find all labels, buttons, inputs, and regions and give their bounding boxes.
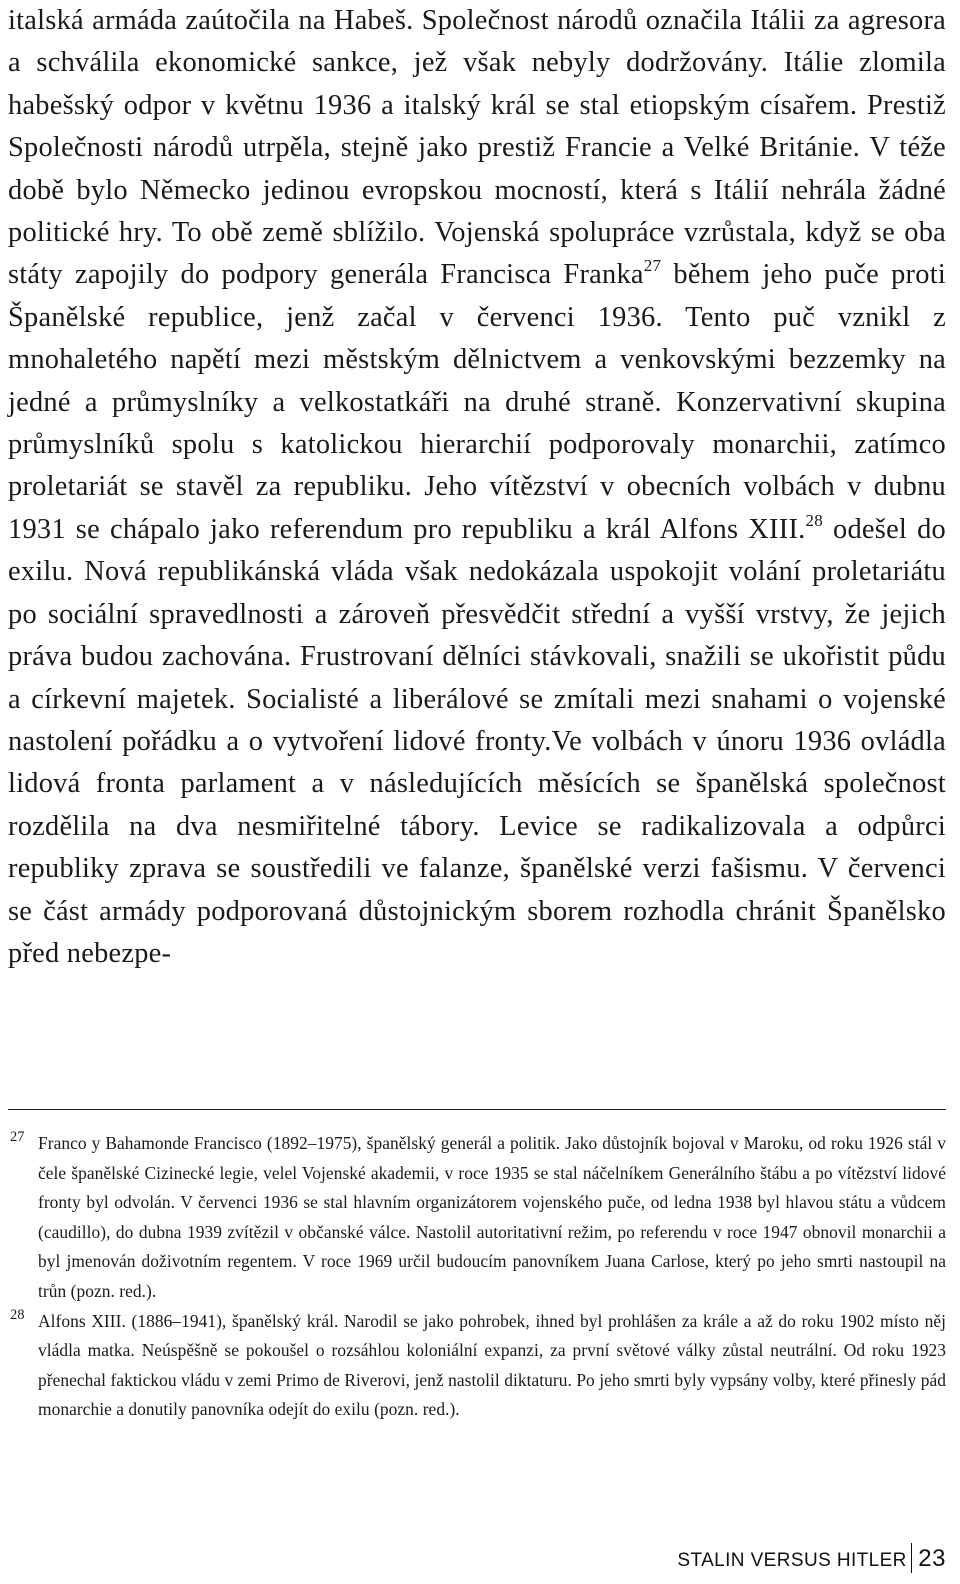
running-footer xyxy=(677,1543,946,1573)
main-text xyxy=(8,0,946,975)
body-text-part-3: odešel do exilu. Nová republikánská vláda však nedokázala uspokojit volání proletariátu po sociální spravedlnosti a zároveň přesvědčit střední a vyšší vrstvy, že jejich práva budou zachována. Frustrovaní dělníci stávkovali, snažili se ukořistit půdu a církevní majetek. Socialisté a liberálové se zmítali mezi snahami o vojenské nastolení pořádku a o vytvoření lidové fronty.Ve volbách v únoru 1936 ovládla lidová fronta parlament a v následujících měsících se španělská společnost rozdělila na dva nesmiřitelné tábory. Levice se radikalizovala a odpůrci republiky zprava se soustředili ve falanze, španělské verzi fašismu. V červenci se část armády podporovaná důstojnickým sborem rozhodla chránit Španělsko před nebezpe- xyxy=(8,513,946,969)
footnote-text: Franco y Bahamonde Francisco (1892–1975), španělský generál a politik. Jako důstojník bojoval v Maroku, od roku 1926 stál v čele španělské Cizinecké legie, velel Vojenské akademii, v roce 1935 se stal náčelníkem Generálního štábu a po vítězství lidové fronty byl odvolán. V červenci 1936 se stal hlavním organizátorem vojenského puče, od ledna 1938 byl hlavou státu a vůdcem (caudillo), do dubna 1939 zvítězil v občanské válce. Nastolil autoritativní režim, po referendu v roce 1947 obnovil monarchii a byl jmenován doživotním regentem. V roce 1969 určil budoucím panovníkem Juana Carlose, který po jeho smrti nastoupil na trůn (pozn. red.). xyxy=(38,1133,946,1301)
footnote-ref-28[interactable]: 28 xyxy=(805,510,824,530)
body-paragraph xyxy=(8,0,946,975)
footnotes xyxy=(8,1129,946,1425)
footnote-number: 28 xyxy=(10,1306,25,1323)
footnote-ref-27[interactable]: 27 xyxy=(643,256,662,276)
body-text-part-1: italská armáda zaútočila na Habeš. Společnost národů označila Itálii za agresora a schválila ekonomické sankce, jež však nebyly dodržovány. Itálie zlomila habešský odpor v květnu 1936 a italský král se stal etiopským císařem. Prestiž Společnosti národů utrpěla, stejně jako prestiž Francie a Velké Británie. V téže době bylo Německo jedinou evropskou mocností, která s Itálií nehrála žádné politické hry. To obě země sblížilo. Vojenská spolupráce vzrůstala, když se oba státy zapojily do podpory generála Francisca Franka xyxy=(8,5,946,291)
footnote-number: 27 xyxy=(10,1129,25,1145)
footnote-27 xyxy=(8,1129,946,1307)
footnote-28 xyxy=(8,1307,946,1425)
page-number: 23 xyxy=(918,1545,946,1572)
footer-divider xyxy=(911,1543,913,1573)
book-title: STALIN VERSUS HITLER xyxy=(677,1550,907,1571)
footnote-separator xyxy=(8,1109,946,1110)
body-text-part-2: během jeho puče proti Španělské republice, jenž začal v červenci 1936. Tento puč vznikl z mnohaletého napětí mezi městským dělnictvem a venkovskými bezzemky na jedné a průmyslníky a velkostatkáři na druhé straně. Konzervativní skupina průmyslníků spolu s katolickou hierarchií podporovaly monarchii, zatímco proletariát se stavěl za republiku. Jeho vítězství v obecních volbách v dubnu 1931 se chápalo jako referendum pro republiku a král Alfons XIII. xyxy=(8,259,946,545)
footnote-text: Alfons XIII. (1886–1941), španělský král. Narodil se jako pohrobek, ihned byl prohlášen za krále a až do roku 1902 místo něj vládla matka. Neúspěšně se pokoušel o rozsáhlou koloniální expanzi, za první světové války zůstal neutrální. Od roku 1923 přenechal faktickou vládu v zemi Primo de Riverovi, jenž nastolil diktaturu. Po jeho smrti byly vypsány volby, které přinesly pád monarchie a donutily panovníka odejít do exilu (pozn. red.). xyxy=(38,1310,946,1420)
